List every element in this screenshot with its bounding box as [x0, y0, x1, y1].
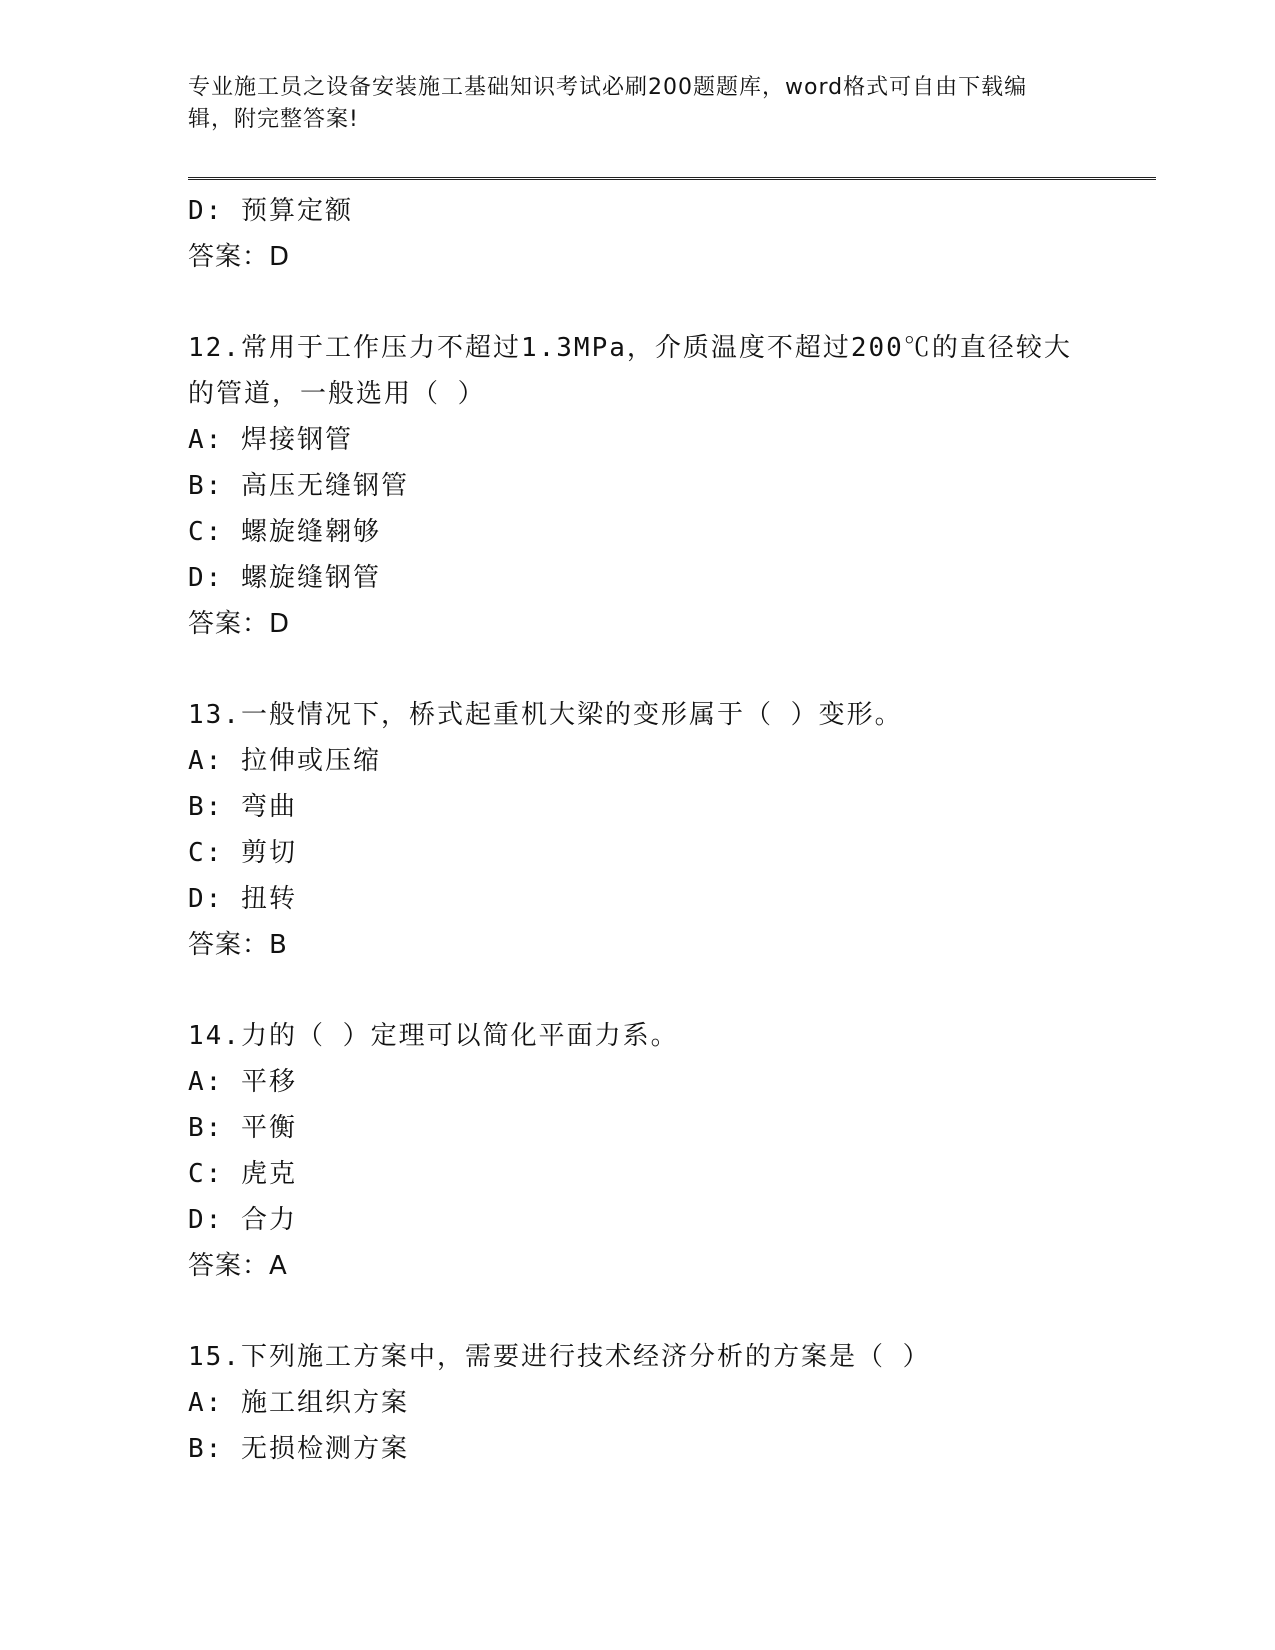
option-d: D: 合力	[188, 1205, 297, 1235]
option-c: C: 剪切	[188, 838, 297, 868]
document-header	[188, 72, 1068, 136]
question-13	[188, 692, 1088, 968]
option-b: B: 高压无缝钢管	[188, 471, 409, 501]
question-14	[188, 1013, 1088, 1289]
answer-text: 答案：A	[188, 1251, 288, 1281]
header-divider	[188, 177, 1156, 180]
answer-text: 答案：D	[188, 609, 291, 639]
answer-text: 答案：B	[188, 930, 288, 960]
option-d: D: 预算定额	[188, 196, 353, 226]
option-a: A: 焊接钢管	[188, 425, 353, 455]
option-d: D: 扭转	[188, 884, 297, 914]
question-stem: 15.下列施工方案中，需要进行技术经济分析的方案是（ ）	[188, 1342, 931, 1372]
option-b: B: 平衡	[188, 1113, 297, 1143]
option-b: B: 弯曲	[188, 792, 297, 822]
option-b: B: 无损检测方案	[188, 1434, 409, 1464]
question-15	[188, 1334, 1088, 1472]
question-12	[188, 325, 1088, 647]
question-stem: 14.力的（ ）定理可以简化平面力系。	[188, 1021, 679, 1051]
option-c: C: 虎克	[188, 1159, 297, 1189]
question-stem: 12.常用于工作压力不超过1.3MPa，介质温度不超过200℃的直径较大的管道，一般选用（ ）	[188, 333, 1072, 409]
question-fragment	[188, 188, 1088, 280]
document-title: 专业施工员之设备安装施工基础知识考试必刷200题题库，word格式可自由下载编辑，附完整答案!	[188, 75, 1028, 132]
option-c: C: 螺旋缝翱够	[188, 517, 381, 547]
question-list	[188, 188, 1088, 1472]
option-a: A: 拉伸或压缩	[188, 746, 381, 776]
option-a: A: 平移	[188, 1067, 297, 1097]
question-stem: 13.一般情况下，桥式起重机大梁的变形属于（ ）变形。	[188, 700, 903, 730]
option-d: D: 螺旋缝钢管	[188, 563, 381, 593]
answer-text: 答案：D	[188, 242, 291, 272]
option-a: A: 施工组织方案	[188, 1388, 409, 1418]
